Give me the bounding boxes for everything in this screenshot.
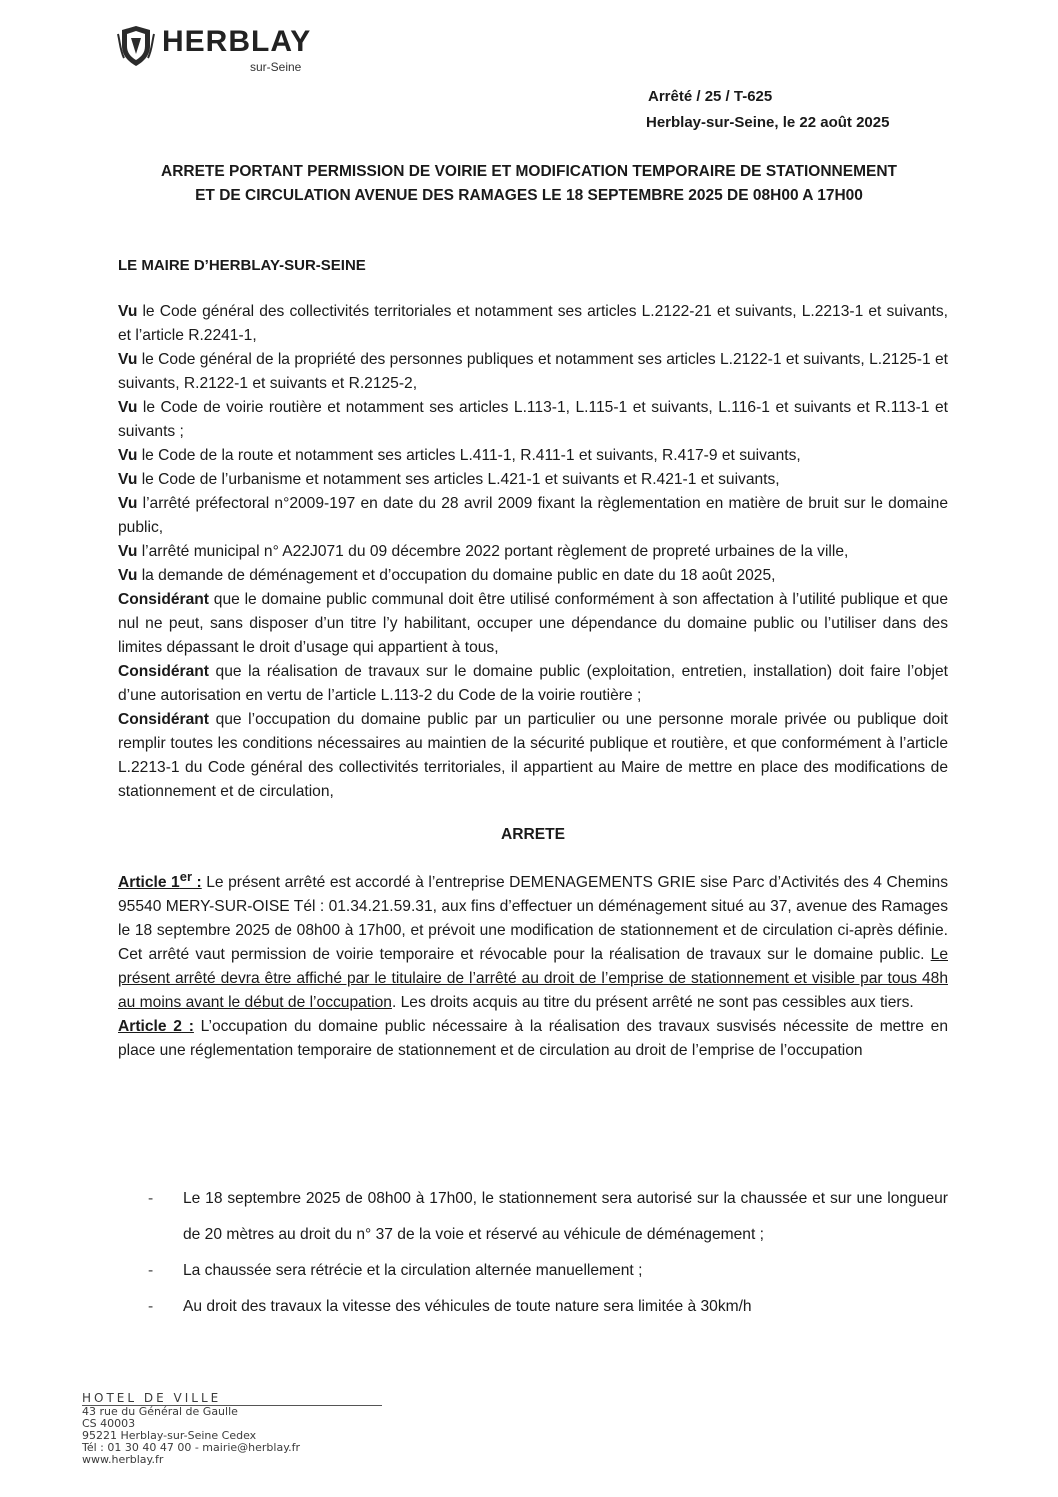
arrete-heading: ARRETE bbox=[500, 826, 566, 843]
logo-subtext: sur-Seine bbox=[250, 60, 302, 74]
list-item-text: Au droit des travaux la vitesse des véhicules de toute nature sera limitée à 30km/h bbox=[183, 1298, 752, 1315]
title-line-2: ET DE CIRCULATION AVENUE DES RAMAGES LE 18 SEPTEMBRE 2025 DE 08H00 A 17H00 bbox=[195, 187, 863, 204]
article-1-label: Article 1er : bbox=[118, 869, 202, 892]
footer-city: 95221 Herblay-sur-Seine Cedex bbox=[82, 1429, 257, 1442]
visa-text: le Code de l’urbanisme et notamment ses articles L.421-1 et suivants et R.421-1 et suivants, bbox=[137, 471, 780, 488]
visa-item bbox=[118, 396, 948, 444]
list-item-text: Le 18 septembre 2025 de 08h00 à 17h00, le stationnement sera autorisé sur la chaussée et sur une longueur de 20 mètres au droit du n° 37 de la voie et réservé au véhicule de déménagement ; bbox=[183, 1190, 948, 1243]
visa-keyword: Considérant bbox=[118, 591, 209, 608]
visa-text: le Code général de la propriété des personnes publiques et notamment ses articles L.2122-1 et suivants, L.2125-1 et suivants, R.2122-1 et suivants et R.2125-2, bbox=[118, 351, 948, 392]
visa-keyword: Considérant bbox=[118, 711, 209, 728]
visa-keyword: Vu bbox=[118, 471, 138, 488]
bullet-dash: - bbox=[148, 1298, 154, 1315]
footer-title: HOTEL DE VILLE bbox=[82, 1392, 382, 1406]
visa-text: le Code général des collectivités territoriales et notamment ses articles L.2122-21 et suivants, L.2213-1 et suivants, et l’article R.2241-1, bbox=[118, 303, 948, 344]
visa-item bbox=[118, 348, 948, 396]
bullet-dash: - bbox=[148, 1190, 154, 1207]
bullet-dash: - bbox=[148, 1262, 154, 1279]
article-2-text: L’occupation du domaine public nécessaire à la réalisation des travaux susvisés nécessite de mettre en place une réglementation temporaire de stationnement et de circulation au droit de l’emprise de l’occupation bbox=[118, 1018, 948, 1060]
visa-keyword: Vu bbox=[118, 399, 138, 416]
visa-item bbox=[118, 564, 948, 588]
mayor-heading: LE MAIRE D’HERBLAY-SUR-SEINE bbox=[118, 257, 366, 274]
arrete-reference: Arrêté / 25 / T-625 bbox=[648, 88, 773, 105]
article-1-text: Le présent arrêté est accordé à l’entreprise DEMENAGEMENTS GRIE sise Parc d’Activités des 4 Chemins 95540 MERY-SUR-OISE Tél : 01.34.21.59.31, aux fins d’effectuer un déménagement situé au 37, avenue des Ramages le 18 septembre 2025 de 08h00 à 17h00, et prévoit une modification de stationnement et de circulation ci-après définie. Cet arrêté vaut permission de voirie temporaire et révocable pour la réalisation de travaux sur le domaine public. bbox=[118, 874, 948, 964]
footer-cs: CS 40003 bbox=[82, 1417, 136, 1430]
visa-item bbox=[118, 660, 948, 708]
footer-contact: Tél : 01 30 40 47 00 - mairie@herblay.fr bbox=[82, 1441, 301, 1454]
visa-item bbox=[118, 468, 948, 492]
document-body bbox=[118, 300, 948, 1063]
visa-keyword: Vu bbox=[118, 495, 138, 512]
visa-text: la demande de déménagement et d’occupation du domaine public en date du 18 août 2025, bbox=[137, 567, 776, 584]
article-2 bbox=[118, 1015, 948, 1063]
visa-item bbox=[118, 540, 948, 564]
article-2-label: Article 2 : bbox=[118, 1018, 194, 1036]
visa-text: le Code de la route et notamment ses articles L.411-1, R.411-1 et suivants, R.417-9 et suivants, bbox=[137, 447, 801, 464]
logo-text: HERBLAY bbox=[162, 25, 312, 58]
footer-website: www.herblay.fr bbox=[82, 1453, 164, 1466]
list-item-text: La chaussée sera rétrécie et la circulation alternée manuellement ; bbox=[183, 1262, 643, 1279]
list-item bbox=[148, 1253, 948, 1289]
article-1 bbox=[118, 865, 948, 1015]
visa-item bbox=[118, 492, 948, 540]
visa-keyword: Vu bbox=[118, 351, 138, 368]
visa-item bbox=[118, 708, 948, 804]
visa-text: que la réalisation de travaux sur le domaine public (exploitation, entretien, installation) doit faire l’objet d’une autorisation en vertu de l’article L.113-2 du Code de la voirie routière ; bbox=[118, 663, 948, 704]
visa-keyword: Vu bbox=[118, 447, 138, 464]
article-1-display-notice: Le présent arrêté devra être affiché par le titulaire de l’arrêté au droit de l’emprise de stationnement et visible par tous 48h au moins avant le début de l’occupation bbox=[118, 946, 948, 1012]
title-line-1: ARRETE PORTANT PERMISSION DE VOIRIE ET MODIFICATION TEMPORAIRE DE STATIONNEMENT bbox=[161, 163, 897, 180]
visa-item bbox=[118, 588, 948, 660]
visa-text: que le domaine public communal doit être utilisé conformément à son affectation à l’utilité publique et que nul ne peut, sans disposer d’un titre l’y habilitant, occuper une dépendance du domaine public ou l’utiliser dans des limites dépassant le droit d’usage qui appartient à tous, bbox=[118, 591, 948, 656]
visa-item bbox=[118, 300, 948, 348]
document-title bbox=[100, 160, 958, 208]
place-date: Herblay-sur-Seine, le 22 août 2025 bbox=[646, 114, 890, 131]
footer-address bbox=[82, 1392, 382, 1466]
reference-block bbox=[648, 84, 889, 136]
footer-street: 43 rue du Général de Gaulle bbox=[82, 1405, 238, 1418]
visa-text: l’arrêté municipal n° A22J071 du 09 décembre 2022 portant règlement de propreté urbaines de la ville, bbox=[137, 543, 849, 560]
article-1-tail: . Les droits acquis au titre du présent arrêté ne sont pas cessibles aux tiers. bbox=[391, 994, 914, 1012]
visas-list bbox=[118, 300, 948, 804]
list-item bbox=[148, 1181, 948, 1253]
visa-text: le Code de voirie routière et notamment ses articles L.113-1, L.115-1 et suivants, L.116-1 et suivants et R.113-1 et suivants ; bbox=[118, 399, 948, 440]
visa-keyword: Vu bbox=[118, 543, 138, 560]
measures-list bbox=[148, 1181, 948, 1325]
visa-text: l’arrêté préfectoral n°2009-197 en date du 28 avril 2009 fixant la règlementation en matière de bruit sur le domaine public, bbox=[118, 495, 948, 536]
visa-keyword: Vu bbox=[118, 303, 138, 320]
city-crest-icon bbox=[116, 24, 156, 68]
visa-text: que l’occupation du domaine public par un particulier ou une personne morale privée ou publique doit remplir toutes les conditions nécessaires au maintien de la sécurité publique et routière, et que conformément à l’article L.2213-1 du Code général des collectivités territoriales, il appartient au Maire de mettre en place des modifications de stationnement et de circulation, bbox=[118, 711, 948, 800]
visa-item bbox=[118, 444, 948, 468]
herblay-logo bbox=[116, 22, 346, 78]
visa-keyword: Vu bbox=[118, 567, 138, 584]
visa-keyword: Considérant bbox=[118, 663, 209, 680]
list-item bbox=[148, 1289, 948, 1325]
